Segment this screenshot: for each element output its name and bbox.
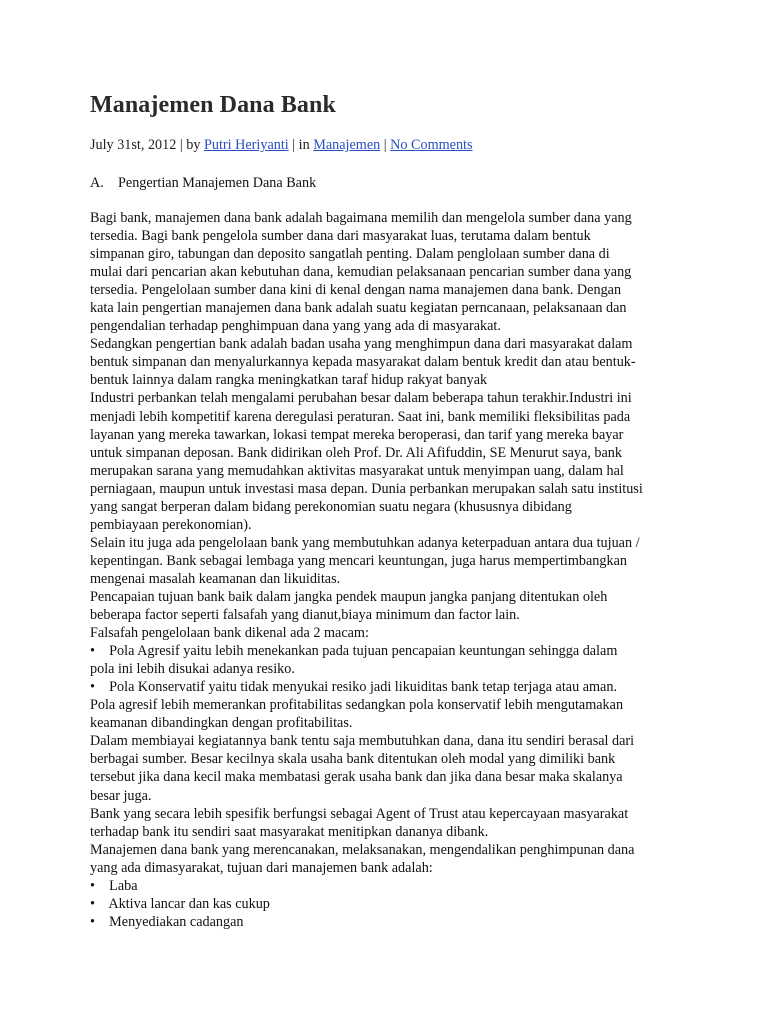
body-line: pengendalian terhadap penghimpuan dana yang yang ada di masyarakat. bbox=[90, 318, 501, 335]
body-line: untuk simpanan deposan. Bank didirikan oleh Prof. Dr. Ali Afifuddin, SE Menurut saya, bank bbox=[90, 444, 622, 461]
body-line: kata lain pengertian manajemen dana bank adalah suatu kegiatan perncanaan, pelaksanaan dan bbox=[90, 300, 627, 317]
body-line: bentuk simpanan dan menyalurkannya kepada masyarakat dalam bentuk kredit dan atau bentuk- bbox=[90, 354, 636, 371]
body-line: tersedia. Bagi bank pengelola sumber dana dari masyarakat luas, terutama dalam bentuk bbox=[90, 228, 591, 245]
section-number: A. bbox=[90, 175, 104, 191]
body-line: merupakan sarana yang memudahkan aktivitas masyarakat untuk menyimpan uang, dalam hal bbox=[90, 462, 624, 479]
body-line: mulai dari pencarian akan kebutuhan dana, kemudian pelaksanaan pencarian sumber dana yang bbox=[90, 264, 632, 281]
body-line: tersedia. Pengelolaan sumber dana kini di kenal dengan nama manajemen dana bank. Dengan bbox=[90, 282, 622, 299]
body-line: kepentingan. Bank sebagai lembaga yang mencari keuntungan, juga harus mempertimbangkan bbox=[90, 552, 627, 569]
body-line: Dalam membiayai kegiatannya bank tentu saja membutuhkan dana, dana itu sendiri berasal dari bbox=[90, 733, 635, 750]
bullet-line: • Menyediakan cadangan bbox=[90, 913, 244, 930]
body-line: bentuk lainnya dalam rangka meningkatkan taraf hidup rakyat banyak bbox=[90, 372, 488, 389]
body-line: Pencapaian tujuan bank baik dalam jangka pendek maupun jangka panjang ditentukan oleh bbox=[90, 588, 608, 605]
meta-separator: | bbox=[380, 137, 391, 153]
body-line: Manajemen dana bank yang merencanakan, melaksanakan, mengendalikan penghimpunan dana bbox=[90, 841, 635, 858]
body-line: layanan yang mereka tawarkan, lokasi tempat mereka beroperasi, dan tarif yang mereka bayar bbox=[90, 426, 624, 443]
comments-link[interactable]: No Comments bbox=[390, 137, 473, 153]
article-title: Manajemen Dana Bank bbox=[90, 92, 336, 118]
body-line: menjadi lebih kompetitif karena deregulasi peraturan. Saat ini, bank memiliki fleksibilitas pada bbox=[90, 408, 631, 425]
body-line: Industri perbankan telah mengalami perubahan besar dalam beberapa tahun terakhir.Industri ini bbox=[90, 390, 632, 407]
section-title: Pengertian Manajemen Dana Bank bbox=[118, 175, 317, 191]
body-line: yang sangat berperan dalam bidang perekonomian suatu negara (khususnya dibidang bbox=[90, 498, 572, 515]
body-line: pembiayaan perekonomian). bbox=[90, 516, 252, 533]
body-line: Falsafah pengelolaan bank dikenal ada 2 macam: bbox=[90, 625, 369, 642]
body-line: pola ini lebih disukai adanya resiko. bbox=[90, 661, 295, 678]
body-line: Sedangkan pengertian bank adalah badan usaha yang menghimpun dana dari masyarakat dalam bbox=[90, 336, 633, 353]
category-link[interactable]: Manajemen bbox=[313, 137, 381, 153]
meta-separator: | by bbox=[176, 137, 204, 153]
body-line: besar juga. bbox=[90, 787, 152, 804]
body-line: perniagaan, maupun untuk investasi masa depan. Dunia perbankan merupakan salah satu institusi bbox=[90, 480, 643, 497]
body-line: Selain itu juga ada pengelolaan bank yang membutuhkan adanya keterpaduan antara dua tujuan / bbox=[90, 534, 640, 551]
author-link[interactable]: Putri Heriyanti bbox=[204, 137, 289, 153]
body-line: Pola agresif lebih memerankan profitabilitas sedangkan pola konservatif lebih mengutamakan bbox=[90, 697, 624, 714]
body-line: berbagai sumber. Besar kecilnya skala usaha bank ditentukan oleh modal yang dimiliki bank bbox=[90, 751, 616, 768]
bullet-line: • Laba bbox=[90, 877, 138, 894]
article-meta bbox=[90, 137, 473, 154]
body-line: Bagi bank, manajemen dana bank adalah bagaimana memilih dan mengelola sumber dana yang bbox=[90, 210, 632, 226]
body-line: simpanan giro, tabungan dan deposito sangatlah penting. Dalam penglolaan sumber dana di bbox=[90, 246, 610, 263]
body-line: terhadap bank itu sendiri saat masyarakat menitipkan dananya dibank. bbox=[90, 823, 489, 840]
body-line: keamanan dibandingkan dengan profitabilitas. bbox=[90, 715, 353, 732]
post-date: July 31st, 2012 bbox=[90, 137, 177, 153]
section-heading bbox=[90, 175, 316, 192]
meta-separator: | in bbox=[288, 137, 314, 153]
body-line: mengenai masalah keamanan dan likuiditas. bbox=[90, 570, 341, 587]
body-line: yang ada dimasyarakat, tujuan dari manajemen bank adalah: bbox=[90, 859, 433, 876]
bullet-line: • Aktiva lancar dan kas cukup bbox=[90, 895, 270, 912]
body-line: beberapa factor seperti falsafah yang dianut,biaya minimum dan factor lain. bbox=[90, 607, 520, 624]
bullet-line: • Pola Konservatif yaitu tidak menyukai resiko jadi likuiditas bank tetap terjaga atau aman. bbox=[90, 679, 617, 696]
body-line: Bank yang secara lebih spesifik berfungsi sebagai Agent of Trust atau kepercayaan masyarakat bbox=[90, 805, 629, 822]
bullet-line: • Pola Agresif yaitu lebih menekankan pada tujuan pencapaian keuntungan sehingga dalam bbox=[90, 643, 618, 660]
article-body bbox=[90, 209, 682, 931]
body-line: tersebut jika dana kecil maka membatasi gerak usaha bank dan jika dana besar maka skalanya bbox=[90, 769, 623, 786]
